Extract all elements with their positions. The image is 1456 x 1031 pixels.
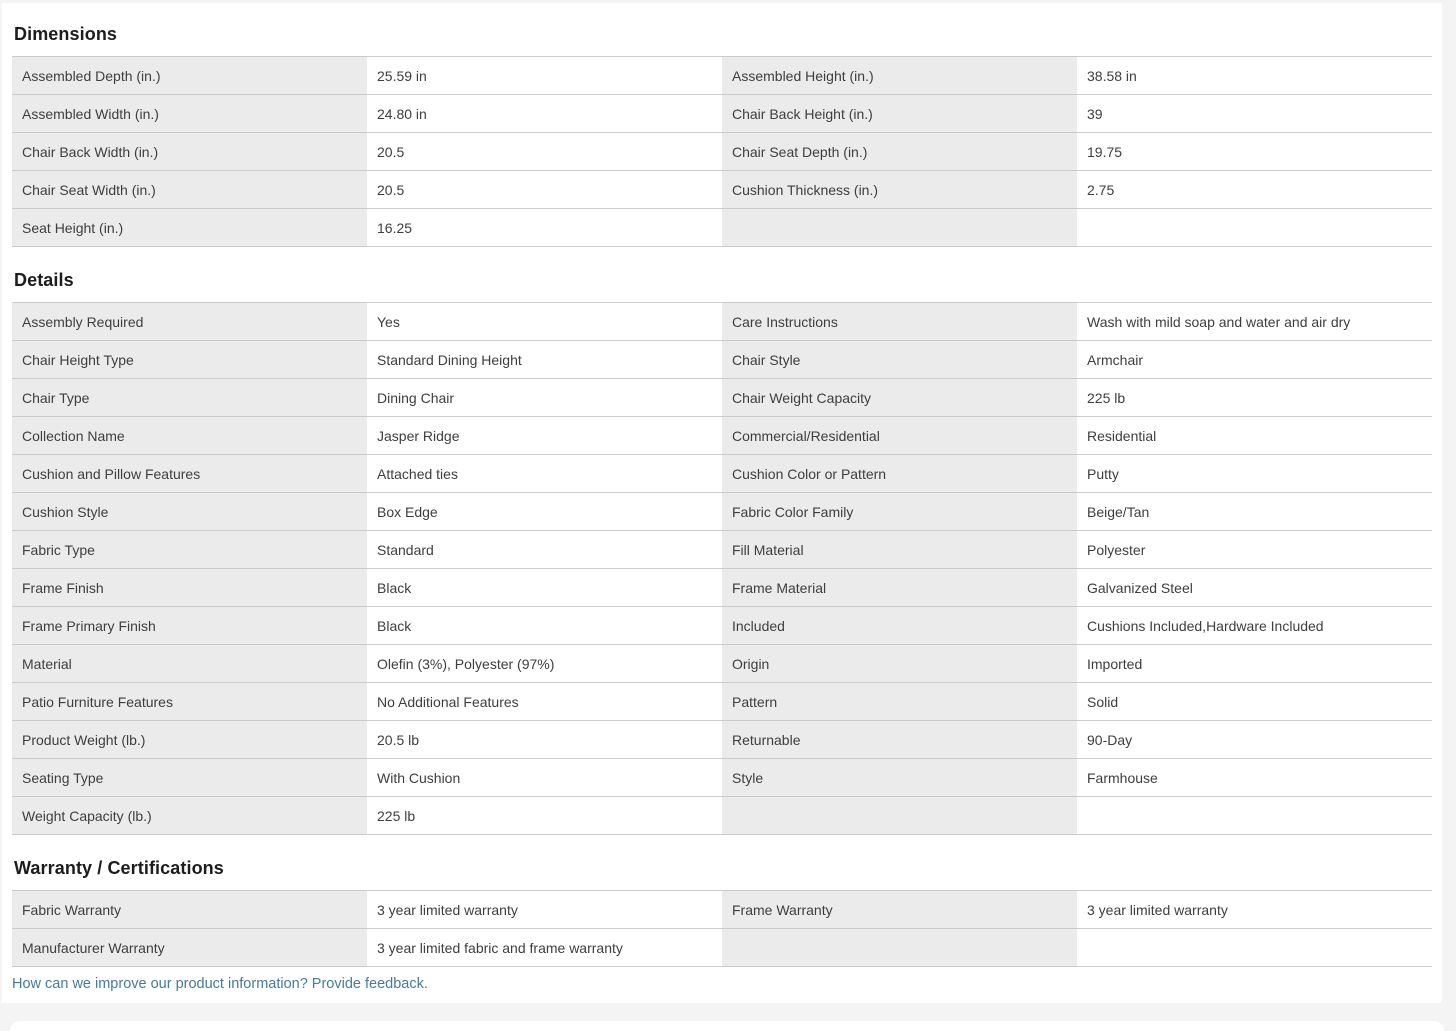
spec-value: 25.59 in (377, 67, 427, 84)
spec-row (12, 379, 1432, 417)
spec-label: Frame Primary Finish (12, 607, 367, 644)
spec-value: 20.5 lb (377, 731, 420, 748)
spec-label: Cushion Style (12, 493, 367, 530)
spec-label: Fabric Type (12, 531, 367, 568)
spec-value (1077, 209, 1432, 246)
spec-label: Frame Warranty (722, 891, 1077, 928)
spec-value: 20.5 (377, 181, 405, 198)
spec-value: Black (377, 579, 412, 596)
spec-label: Fabric Color Family (722, 493, 1077, 530)
spec-label: Chair Height Type (12, 341, 367, 378)
spec-label: Style (722, 759, 1077, 796)
spec-value: Residential (1087, 427, 1157, 444)
spec-value: Olefin (3%), Polyester (97%) (377, 655, 555, 672)
spec-label: Cushion Thickness (in.) (722, 171, 1077, 208)
spec-label: Chair Style (722, 341, 1077, 378)
spec-label (722, 929, 1077, 966)
spec-value: Solid (1087, 693, 1119, 710)
spec-row (12, 417, 1432, 455)
spec-row (12, 797, 1432, 835)
spec-label: Seat Height (in.) (12, 209, 367, 246)
spec-row (12, 209, 1432, 247)
spec-label: Collection Name (12, 417, 367, 454)
spec-label: Fill Material (722, 531, 1077, 568)
feedback-link[interactable]: How can we improve our product information? Provide feedback. (12, 976, 428, 992)
spec-value: Polyester (1087, 541, 1146, 558)
spec-value: 90-Day (1087, 731, 1133, 748)
spec-value (1077, 797, 1432, 834)
section-dimensions (12, 23, 1432, 247)
spec-label: Patio Furniture Features (12, 683, 367, 720)
spec-value: Black (377, 617, 412, 634)
spec-value: Standard (377, 541, 434, 558)
spec-label: Manufacturer Warranty (12, 929, 367, 966)
next-section-card (10, 1021, 1444, 1031)
spec-value: 2.75 (1087, 181, 1115, 198)
spec-label: Assembled Height (in.) (722, 57, 1077, 94)
spec-value: Farmhouse (1087, 769, 1158, 786)
spec-row (12, 95, 1432, 133)
section-title: Details (14, 270, 74, 290)
specifications-card (2, 3, 1442, 1003)
spec-label: Assembled Depth (in.) (12, 57, 367, 94)
spec-row (12, 303, 1432, 341)
spec-value: With Cushion (377, 769, 461, 786)
spec-row (12, 721, 1432, 759)
spec-row (12, 171, 1432, 209)
spec-value (1077, 929, 1432, 966)
spec-row (12, 569, 1432, 607)
spec-value: 20.5 (377, 143, 405, 160)
spec-value: Beige/Tan (1087, 503, 1150, 520)
spec-row (12, 57, 1432, 95)
spec-table (12, 302, 1432, 835)
spec-label: Cushion and Pillow Features (12, 455, 367, 492)
spec-label: Pattern (722, 683, 1077, 720)
spec-value: 225 lb (1087, 389, 1126, 406)
spec-label: Chair Type (12, 379, 367, 416)
section-title: Dimensions (14, 24, 118, 44)
spec-label: Assembly Required (12, 303, 367, 340)
spec-label: Included (722, 607, 1077, 644)
spec-label: Commercial/Residential (722, 417, 1077, 454)
spec-row (12, 683, 1432, 721)
spec-value: 24.80 in (377, 105, 427, 122)
spec-row (12, 645, 1432, 683)
spec-label: Chair Seat Width (in.) (12, 171, 367, 208)
spec-value: Putty (1087, 465, 1119, 482)
spec-label: Frame Material (722, 569, 1077, 606)
spec-value: 38.58 in (1087, 67, 1137, 84)
spec-label: Frame Finish (12, 569, 367, 606)
spec-value: 3 year limited warranty (377, 901, 518, 918)
feedback-row (12, 975, 1432, 995)
spec-value: Jasper Ridge (377, 427, 460, 444)
spec-value: 39 (1087, 105, 1103, 122)
spec-label (722, 209, 1077, 246)
spec-label: Returnable (722, 721, 1077, 758)
spec-label: Assembled Width (in.) (12, 95, 367, 132)
spec-value: Box Edge (377, 503, 438, 520)
spec-value: 3 year limited warranty (1087, 901, 1228, 918)
spec-value: 19.75 (1087, 143, 1123, 160)
spec-value: Armchair (1087, 351, 1144, 368)
spec-row (12, 493, 1432, 531)
spec-row (12, 891, 1432, 929)
spec-value: Yes (377, 313, 400, 330)
spec-row (12, 929, 1432, 967)
spec-row (12, 133, 1432, 171)
spec-value: Standard Dining Height (377, 351, 522, 368)
spec-label: Origin (722, 645, 1077, 682)
spec-row (12, 531, 1432, 569)
spec-label: Cushion Color or Pattern (722, 455, 1077, 492)
spec-value: Galvanized Steel (1087, 579, 1193, 596)
spec-value: Cushions Included,Hardware Included (1087, 617, 1324, 634)
spec-label: Seating Type (12, 759, 367, 796)
spec-label: Care Instructions (722, 303, 1077, 340)
section-warranty-certifications (12, 857, 1432, 967)
spec-label: Fabric Warranty (12, 891, 367, 928)
spec-value: 3 year limited fabric and frame warranty (377, 939, 623, 956)
section-title: Warranty / Certifications (14, 858, 224, 878)
spec-value: Dining Chair (377, 389, 455, 406)
spec-value: 225 lb (377, 807, 416, 824)
spec-label: Chair Weight Capacity (722, 379, 1077, 416)
spec-label: Chair Seat Depth (in.) (722, 133, 1077, 170)
section-details (12, 269, 1432, 835)
spec-value: Imported (1087, 655, 1143, 672)
spec-sections (12, 23, 1432, 967)
spec-value: Wash with mild soap and water and air dry (1087, 313, 1351, 330)
spec-label (722, 797, 1077, 834)
spec-table (12, 56, 1432, 247)
spec-label: Product Weight (lb.) (12, 721, 367, 758)
spec-label: Chair Back Width (in.) (12, 133, 367, 170)
spec-label: Chair Back Height (in.) (722, 95, 1077, 132)
spec-value: No Additional Features (377, 693, 519, 710)
spec-label: Material (12, 645, 367, 682)
spec-row (12, 759, 1432, 797)
spec-row (12, 607, 1432, 645)
spec-row (12, 455, 1432, 493)
spec-table (12, 890, 1432, 967)
spec-row (12, 341, 1432, 379)
spec-value: 16.25 (377, 219, 413, 236)
spec-label: Weight Capacity (lb.) (12, 797, 367, 834)
spec-value: Attached ties (377, 465, 458, 482)
